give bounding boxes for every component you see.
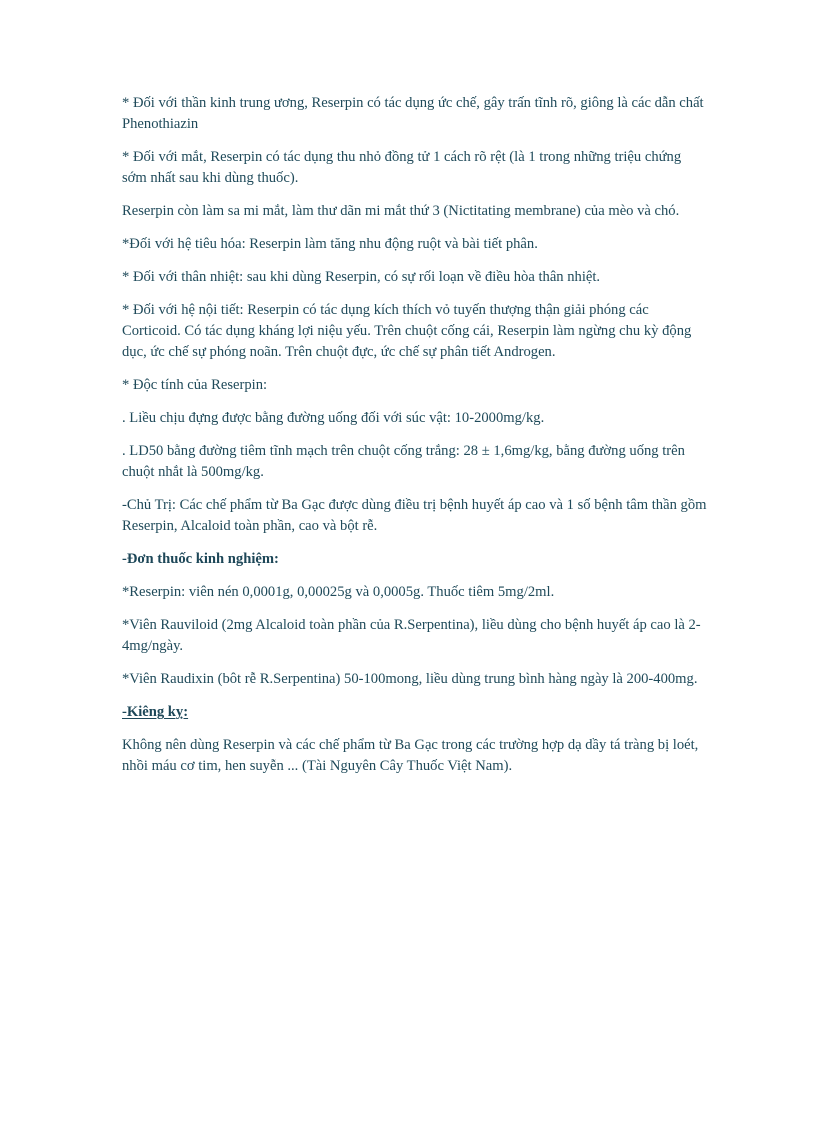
- paragraph-eyelid-effect: Reserpin còn làm sa mi mắt, làm thư dãn mi mắt thứ 3 (Nictitating membrane) của mèo và chó.: [122, 203, 680, 219]
- prescription-item: *Viên Raudixin (bôt rễ R.Serpentina) 50-100mong, liều dùng trung bình hàng ngày là 200-400mg.: [122, 671, 698, 687]
- heading-prescriptions: -Đơn thuốc kinh nghiệm:: [122, 551, 279, 567]
- document-body: [122, 93, 707, 789]
- prescription-item: *Viên Rauviloid (2mg Alcaloid toàn phần của R.Serpentina), liều dùng cho bệnh huyết áp cao là 2-4mg/ngày.: [122, 617, 701, 654]
- paragraph-toxicity-heading: * Độc tính của Reserpin:: [122, 377, 268, 393]
- prescription-item: *Reserpin: viên nén 0,0001g, 0,00025g và 0,0005g. Thuốc tiêm 5mg/2ml.: [122, 584, 555, 600]
- paragraph-eye-effect: * Đối với mắt, Reserpin có tác dụng thu nhỏ đồng tử 1 cách rõ rệt (là 1 trong những triệu chứng sớm nhất sau khi dùng thuốc).: [122, 149, 682, 186]
- paragraph-indications: -Chủ Trị: Các chế phẩm từ Ba Gạc được dùng điều trị bệnh huyết áp cao và 1 số bệnh tâm thần gồm Reserpin, Alcaloid toàn phần, cao và bột rễ.: [122, 497, 707, 534]
- paragraph-body-temperature: * Đối với thân nhiệt: sau khi dùng Reserpin, có sự rối loạn về điều hòa thân nhiệt.: [122, 269, 601, 285]
- paragraph-contraindications: Không nên dùng Reserpin và các chế phẩm từ Ba Gạc trong các trường hợp dạ dầy tá tràng bị loét, nhồi máu cơ tim, hen suyễn ... (Tài Nguyên Cây Thuốc Việt Nam).: [122, 737, 699, 774]
- paragraph-digestive-effect: *Đối với hệ tiêu hóa: Reserpin làm tăng nhu động ruột và bài tiết phân.: [122, 236, 538, 252]
- heading-contraindications: -Kiêng kỵ:: [122, 704, 189, 720]
- paragraph-cns-effect: * Đối với thần kinh trung ương, Reserpin có tác dụng ức chế, gây trấn tĩnh rõ, giông là các dẫn chất Phenothiazin: [122, 95, 704, 132]
- paragraph-tolerated-dose: . Liều chịu đựng được bằng đường uống đối với súc vật: 10-2000mg/kg.: [122, 410, 545, 426]
- paragraph-ld50: . LD50 bằng đường tiêm tĩnh mạch trên chuột cống trắng: 28 ± 1,6mg/kg, bằng đường uống trên chuột nhắt là 500mg/kg.: [122, 443, 685, 480]
- paragraph-endocrine-effect: * Đối với hệ nội tiết: Reserpin có tác dụng kích thích vỏ tuyến thượng thận giải phóng các Corticoid. Có tác dụng kháng lợi niệu yếu. Trên chuột cống cái, Reserpin làm ngừng chu kỳ động dục, ức chế sự phóng noãn. Trên chuột đực, ức chế sự phân tiết Androgen.: [122, 302, 692, 360]
